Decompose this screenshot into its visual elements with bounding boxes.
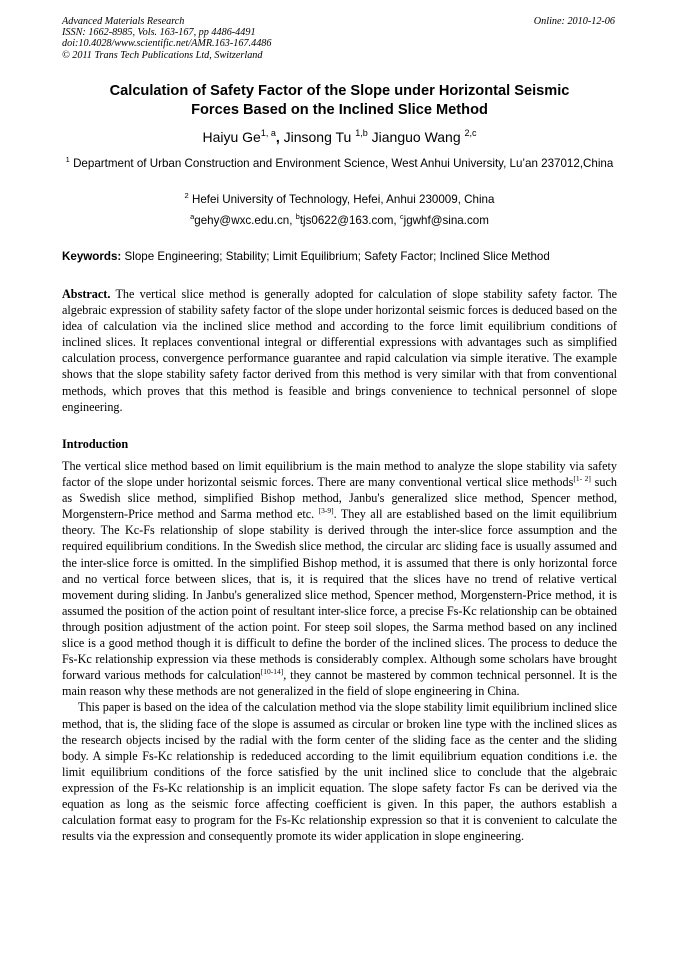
author-superscript: 1, a — [260, 128, 276, 138]
email-marker: c — [399, 212, 404, 221]
citation-marker: [1- 2] — [573, 474, 591, 484]
title-line-2: Forces Based on the Inclined Slice Method — [191, 102, 488, 118]
online-date: Online: 2010-12-06 — [533, 16, 615, 27]
intro-text: The vertical slice method based on limit equilibrium is the main method to analyze the slope stability via safety factor of the slope under horizontal seismic forces. There are many conventional vertical slice methods — [62, 459, 617, 490]
abstract-label: Abstract. — [62, 287, 111, 301]
citation-marker: [3-9] — [318, 506, 334, 516]
email-marker: a — [190, 212, 195, 221]
journal-name: Advanced Materials Research — [62, 16, 185, 27]
intro-text: . They all are established based on the limit equilibrium theory. The Kc-Fs relationship of slope stability is derived through the inter-slice force assumption and the required equilibrium conditions. In the Swedish slice method, the circular arc sliding face is usually assumed and the inter-slice force is omitted. In the simplified Bishop method, it is assumed that there is only horizontal force and no vertical force between slices, that is, it is required that the slices have no trend of relative vertical movement during sliding. In Janbu's generalized slice method, Spencer method, Morgenstern-Price method, it is assumed the position of the action point of resultant inter-slice force, a precise Fs-Kc relationship can be obtained through position adjustment of the action point. For steep soil slopes, the Sarma method based on any inclined slice is a good method though it is difficult to define the border of the inclined slices. The process to deduce the Fs-Kc relationship expression via these methods is considerably complex. Although some scholars have brought forward various methods for calculation — [62, 507, 617, 683]
intro-text: such as Swedish slice method, simplified Bishop method, Janbu's generalized slice method, Spencer method, Morgenstern-Price method and Sarma method etc. — [62, 475, 617, 522]
title-line-1: Calculation of Safety Factor of the Slope under Horizontal Seismic — [109, 83, 570, 99]
author-name: Jianguo Wang — [371, 129, 465, 145]
section-heading-introduction: Introduction — [62, 437, 129, 451]
copyright-line: © 2011 Trans Tech Publications Ltd, Switzerland — [62, 49, 263, 61]
journal-header — [62, 16, 271, 61]
email-address: tjs0622@163.com, — [299, 214, 400, 227]
email-list — [62, 213, 617, 229]
affiliation-1 — [62, 156, 617, 172]
citation-marker: [10-14] — [260, 667, 284, 677]
affiliation-marker: 2 — [184, 191, 189, 200]
intro-text: , they cannot be mastered by common technical personnel. It is the main reason why these methods are not generalized in the field of slope engineering in China. — [62, 668, 617, 699]
author-superscript: 1,b — [355, 128, 368, 138]
affiliation-text: Hefei University of Technology, Hefei, Anhui 230009, China — [191, 193, 495, 206]
author-separator: , — [275, 129, 280, 145]
author-list — [62, 128, 617, 146]
author-superscript: 2,c — [464, 128, 477, 138]
abstract-paragraph — [62, 286, 617, 415]
email-address: jgwhf@sina.com — [403, 214, 489, 227]
introduction-body — [62, 458, 617, 844]
author-name: Haiyu Ge — [202, 129, 261, 145]
keywords-text: Slope Engineering; Stability; Limit Equilibrium; Safety Factor; Inclined Slice Method — [124, 250, 550, 263]
affiliation-text: Department of Urban Construction and Environment Science, West Anhui University, Lu’an 237012,China — [73, 157, 614, 170]
issn-line: ISSN: 1662-8985, Vols. 163-167, pp 4486-4491 — [62, 27, 256, 39]
intro-paragraph-1 — [62, 458, 617, 699]
paper-title — [62, 82, 617, 120]
intro-paragraph-2: This paper is based on the idea of the calculation method via the slope stability limit equilibrium inclined slice method, that is, the sliding face of the slope is assumed as circular or broken line type with the inclined slices as the research objects incised by the radial with the form center of the sliding face as the center and the sliding body. A simple Fs-Kc relationship is rededuced according to the limit equilibrium equation conditions i.e. the limit equilibrium conditions of the force satisfied by the unit inclined slice to conclude that the algebraic expression of the Fs-Kc relationship is an implicit equation. The slope safety factor Fs can be derived via the equation as long as the seismic force affecting coefficient is given. In this paper, the authors establish a calculation format easy to program for the Fs-Kc relationship expression so that it is convenient to calculate the results via the expression and consequently promote its wider application in slope engineering. — [62, 700, 617, 844]
doi-line: doi:10.4028/www.scientific.net/AMR.163-167.4486 — [62, 38, 272, 50]
author-name: Jinsong Tu — [283, 129, 356, 145]
keywords-label: Keywords: — [62, 250, 122, 263]
keywords-line — [62, 249, 617, 265]
abstract-text: The vertical slice method is generally adopted for calculation of slope stability safety factor. The algebraic expression of stability safety factor of the slope under horizontal seismic forces is deduced based on the idea of calculation via the inclined slice method and according to the force limit equilibrium conditions of inclined slices. It replaces conventional integral or differential expressions with advantages such as simplified calculation process, convergence performance guarantee and rapid calculation via simple iterative. The example shows that the slope stability safety factor derived from this method is very similar with that from conventional methods, which proves that this method is feasible and brings convenience to technical personnel of slope engineering. — [62, 287, 617, 414]
affiliation-marker: 1 — [65, 155, 70, 164]
affiliation-2 — [62, 192, 617, 208]
email-marker: b — [295, 212, 300, 221]
email-address: gehy@wxc.edu.cn, — [194, 214, 296, 227]
